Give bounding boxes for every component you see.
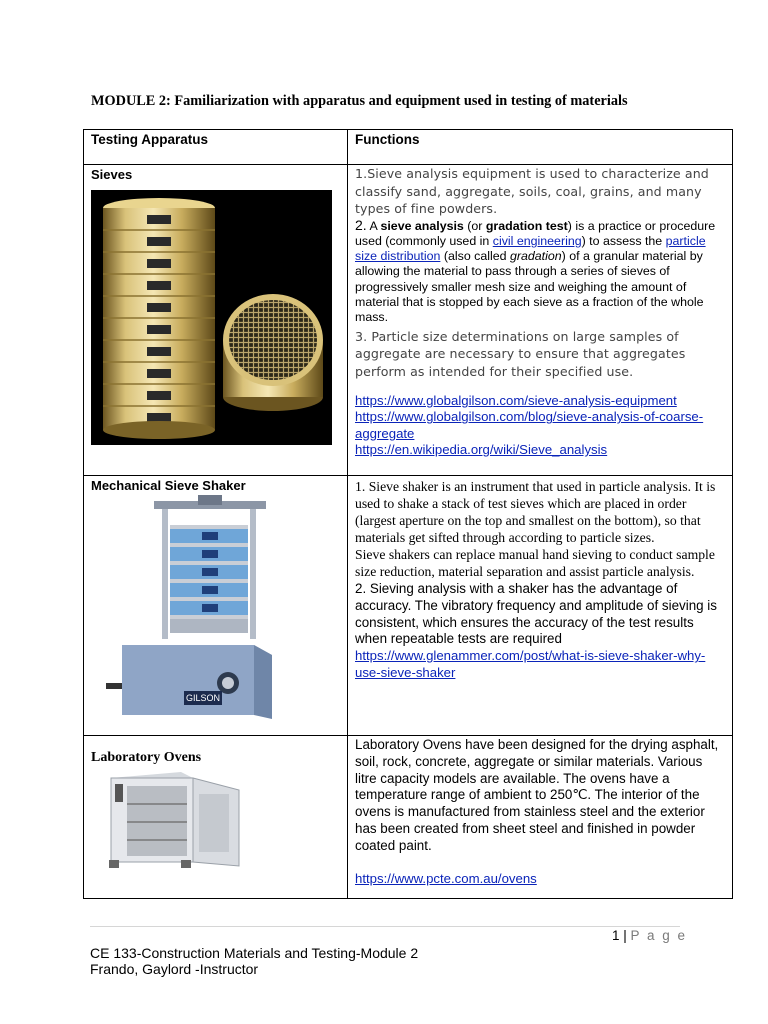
brand-label: GILSON	[185, 693, 221, 703]
sieve-stack	[103, 198, 215, 439]
text-run: (or	[463, 218, 486, 233]
sieves-functions	[348, 165, 732, 459]
shaker-links	[355, 648, 726, 681]
sieve-shaker-image	[104, 495, 347, 726]
text-run: ) is a practice or procedure used (commonly used in	[355, 218, 716, 248]
link-glenammer-sieve-shaker[interactable]: https://www.glenammer.com/post/what-is-sieve-shaker-why-use-sieve-shaker	[355, 648, 706, 680]
page-separator: |	[619, 928, 631, 943]
footer-divider	[90, 926, 680, 927]
term-gradation: gradation	[509, 249, 562, 264]
link-civil-engineering[interactable]: civil engineering	[492, 233, 582, 248]
page-number-value: 1	[612, 928, 620, 943]
oven-links	[355, 871, 726, 887]
apparatus-name: Sieves	[91, 167, 133, 182]
term-gradation-test: gradation test	[485, 218, 568, 233]
apparatus-name: Mechanical Sieve Shaker	[91, 478, 246, 493]
apparatus-cell	[84, 736, 348, 899]
table-row	[84, 736, 733, 899]
header-cell	[84, 130, 348, 165]
oven-functions	[348, 736, 732, 887]
sieve-stack-illustration	[91, 190, 332, 445]
header-cell	[348, 130, 733, 165]
text-run: A	[366, 218, 381, 233]
apparatus-cell	[84, 165, 348, 476]
apparatus-name: Laboratory Ovens	[91, 750, 202, 765]
shaker-base	[106, 645, 272, 719]
functions-cell	[348, 476, 733, 736]
apparatus-table	[83, 129, 733, 899]
term-sieve-analysis: sieve analysis	[380, 218, 464, 233]
shaker-para-1b: Sieve shakers can replace manual hand sieving to conduct sample size reduction, material separation and assist particle analysis.	[355, 547, 715, 579]
sieves-para-1: 1.Sieve analysis equipment is used to characterize and classify sand, aggregate, soils, coal, grains, and many types of fine powders.	[355, 166, 709, 216]
link-gilson-sieve-equipment[interactable]: https://www.globalgilson.com/sieve-analysis-equipment	[355, 393, 677, 409]
sieve-shaker-illustration	[104, 495, 274, 721]
shaker-para-2: 2. Sieving analysis with a shaker has the advantage of accuracy. The vibratory frequency and amplitude of sieving is consistent, which ensures the accuracy of the test results when repeatable tests are required	[355, 581, 717, 647]
single-sieve	[223, 294, 323, 411]
functions-cell	[348, 736, 733, 899]
text-run: ) to assess the	[581, 233, 666, 248]
functions-cell	[348, 165, 733, 476]
sieves-para-3: 3. Particle size determinations on large samples of aggregate are necessary to ensure that aggregates perform as intended for their specified use.	[355, 328, 686, 379]
link-wikipedia-sieve-analysis[interactable]: https://en.wikipedia.org/wiki/Sieve_analysis	[355, 442, 608, 458]
text-run: ) of a granular material by allowing the material to pass through a series of sieves of progressively smaller mesh size and weighing the amount of material that is stopped by each sieve as a fraction of the whole mass.	[355, 249, 704, 325]
link-particle-size-distribution[interactable]: particle size distribution	[355, 233, 706, 264]
sieves-links	[355, 393, 726, 459]
footer-instructor: Frando, Gaylord -Instructor	[90, 961, 259, 977]
laboratory-oven-illustration	[101, 770, 261, 870]
laboratory-oven-image	[101, 770, 347, 875]
apparatus-cell	[84, 476, 348, 736]
sieves-image	[91, 190, 347, 450]
shaker-sieve-stack	[170, 525, 248, 633]
page-number	[612, 928, 687, 943]
header-testing-apparatus: Testing Apparatus	[91, 132, 209, 147]
para-number: 2.	[355, 216, 367, 233]
table-row	[84, 476, 733, 736]
link-pcte-ovens[interactable]: https://www.pcte.com.au/ovens	[355, 870, 537, 886]
header-functions: Functions	[355, 132, 420, 147]
table-header-row	[84, 130, 733, 165]
sieves-para-2	[355, 218, 726, 326]
footer-course: CE 133-Construction Materials and Testing-Module 2	[90, 945, 419, 961]
table-row	[84, 165, 733, 476]
text-run: (also called	[440, 249, 510, 264]
shaker-functions	[348, 476, 732, 681]
shaker-para-1: 1. Sieve shaker is an instrument that used in particle analysis. It is used to shake a stack of test sieves which are placed in order (largest aperture on the top and smallest on the bottom), so that materials get sifted through according to particle sizes.	[355, 479, 716, 545]
link-gilson-coarse-aggregate[interactable]: https://www.globalgilson.com/blog/sieve-analysis-of-coarse-aggregate	[355, 409, 704, 441]
oven-para-1: Laboratory Ovens have been designed for the drying asphalt, soil, rock, concrete, aggregate or similar materials. Various litre capacity models are available. The ovens have a temperature range of ambient to 250℃. The interior of the ovens is manufactured from stainless steel and the exterior has been created from sheet steel and finished in powder coated paint.	[355, 737, 719, 853]
document-title: MODULE 2: Familiarization with apparatus and equipment used in testing of materials	[91, 93, 628, 109]
page-label: P a g e	[630, 928, 688, 943]
